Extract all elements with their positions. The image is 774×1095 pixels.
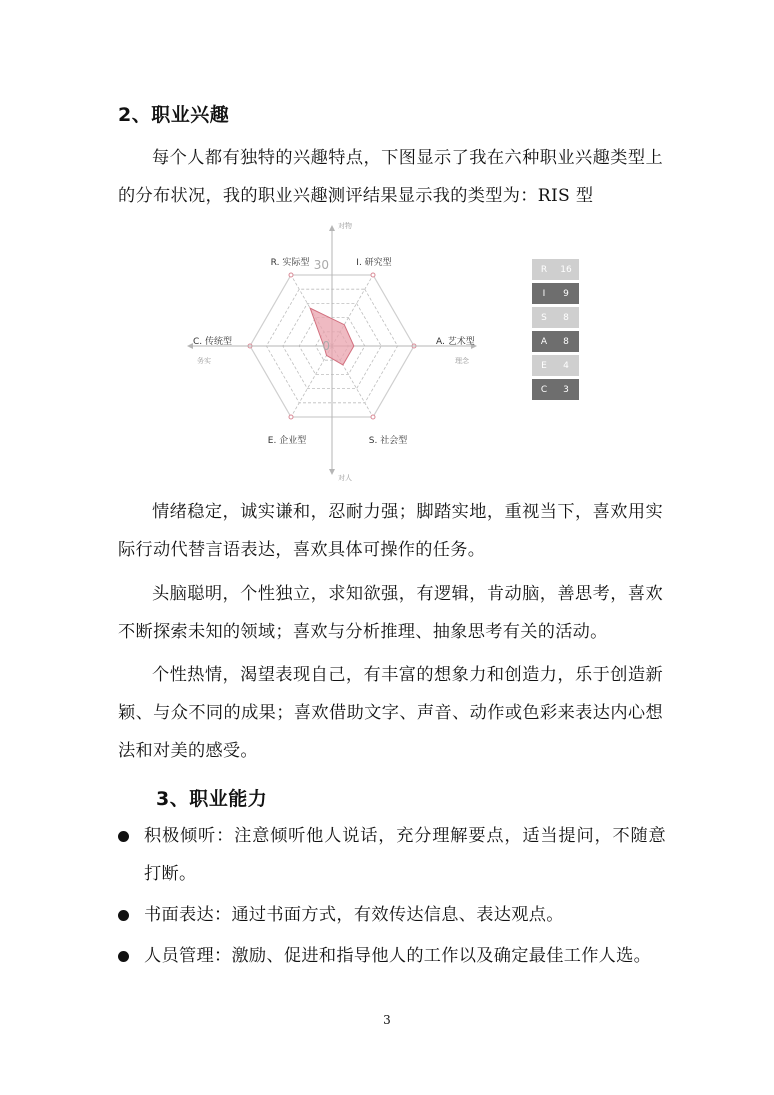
legend-row — [532, 379, 579, 400]
legend-value: 4 — [563, 360, 569, 371]
legend-code: A — [540, 336, 548, 347]
list-item — [118, 937, 666, 975]
interest-radar-chart — [170, 218, 520, 488]
category-label: S. 社会型 — [368, 436, 408, 446]
legend-value: 9 — [563, 288, 569, 299]
legend-code: C — [540, 384, 548, 395]
list-item — [118, 896, 666, 934]
vertex-dot — [371, 415, 375, 419]
ability-text: 书面表达：通过书面方式，有效传达信息、表达观点。 — [144, 905, 564, 925]
legend-value: 8 — [563, 312, 569, 323]
axis-label-bottom: 对人 — [338, 474, 352, 482]
scale-max-label: 30 — [313, 258, 329, 272]
ability-text: 人员管理：激励、促进和指导他人的工作以及确定最佳工作人选。 — [144, 946, 652, 966]
type-r-description: 情绪稳定，诚实谦和，忍耐力强；脚踏实地，重视当下，喜欢用实际行动代替言语表达，喜欢具体可操作的任务。 — [118, 502, 663, 560]
bullet-icon — [118, 910, 129, 921]
legend-value: 3 — [563, 384, 569, 395]
interest-intro-paragraph: 每个人都有独特的兴趣特点，下图显示了我在六种职业兴趣类型上的分布状况，我的职业兴趣测评结果显示我的类型为：RIS 型 — [118, 148, 663, 206]
bullet-icon — [118, 831, 129, 842]
axis-label-left: 务实 — [197, 357, 211, 365]
category-label: I. 研究型 — [356, 258, 392, 268]
score-legend — [532, 259, 579, 403]
legend-row — [532, 355, 579, 376]
legend-code: R — [540, 264, 548, 275]
section-heading-ability: 3、职业能力 — [156, 788, 268, 810]
grid-spoke — [291, 346, 332, 417]
scale-min-label: 0 — [322, 339, 330, 353]
vertex-dot — [289, 273, 293, 277]
legend-code: I — [542, 288, 546, 299]
legend-row — [532, 283, 579, 304]
axis-label-top: 对物 — [338, 222, 352, 230]
ability-list — [118, 817, 666, 978]
category-label: A. 艺术型 — [436, 337, 475, 347]
legend-value: 16 — [560, 264, 572, 275]
axis-label-right: 理念 — [455, 357, 469, 365]
bullet-icon — [118, 951, 129, 962]
legend-row — [532, 307, 579, 328]
vertex-dot — [371, 273, 375, 277]
ability-text: 积极倾听：注意倾听他人说话，充分理解要点，适当提问，不随意打断。 — [144, 826, 666, 884]
category-label: C. 传统型 — [192, 337, 232, 347]
type-i-description: 头脑聪明，个性独立，求知欲强，有逻辑，肯动脑，善思考，喜欢不断探索未知的领域；喜欢与分析推理、抽象思考有关的活动。 — [118, 584, 663, 642]
section-heading-interest: 2、职业兴趣 — [118, 104, 230, 126]
category-label: E. 企业型 — [267, 436, 307, 446]
type-a-description: 个性热情，渴望表现自己，有丰富的想象力和创造力，乐于创造新颖、与众不同的成果；喜欢借助文字、声音、动作或色彩来表达内心想法和对美的感受。 — [118, 665, 663, 761]
legend-code: S — [541, 312, 547, 323]
legend-code: E — [541, 360, 547, 371]
category-label: R. 实际型 — [270, 258, 310, 268]
list-item — [118, 817, 666, 893]
legend-row — [532, 259, 579, 280]
page-number: 3 — [383, 1013, 391, 1027]
legend-row — [532, 331, 579, 352]
legend-value: 8 — [563, 336, 569, 347]
vertex-dot — [289, 415, 293, 419]
